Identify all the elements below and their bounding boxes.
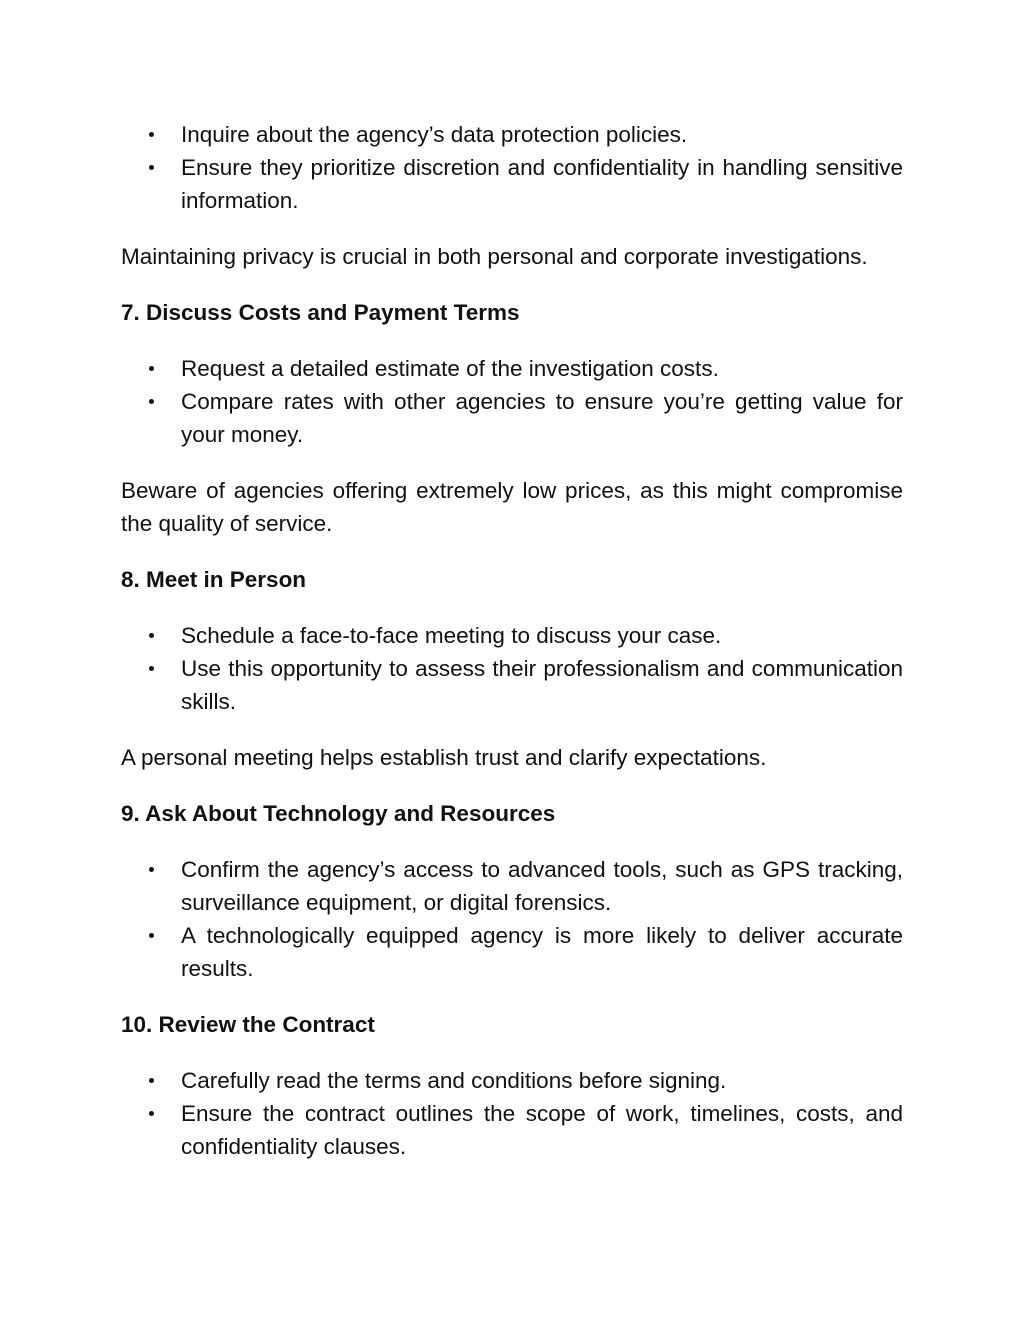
intro-list (121, 118, 903, 217)
section-meet-note: A personal meeting helps establish trust and clarify expectations. (121, 745, 767, 770)
document-page (121, 118, 903, 1163)
section-heading-costs: 7. Discuss Costs and Payment Terms (121, 300, 520, 325)
list-item (121, 385, 903, 451)
bullet-icon (149, 1078, 154, 1083)
list-item-text: Request a detailed estimate of the investigation costs. (181, 356, 719, 381)
section-meet-list (121, 619, 903, 718)
list-item (121, 853, 903, 919)
list-item (121, 1097, 903, 1163)
list-item (121, 352, 903, 385)
list-item-text: Compare rates with other agencies to ensure you’re getting value for your money. (181, 389, 903, 447)
bullet-icon (149, 933, 154, 938)
section-costs-list (121, 352, 903, 451)
list-item (121, 151, 903, 217)
section-heading-technology: 9. Ask About Technology and Resources (121, 801, 556, 826)
list-item (121, 1064, 903, 1097)
list-item (121, 118, 903, 151)
list-item (121, 652, 903, 718)
list-item-text: A technologically equipped agency is more likely to deliver accurate results. (181, 923, 903, 981)
list-item-text: Carefully read the terms and conditions before signing. (181, 1068, 727, 1093)
list-item (121, 619, 903, 652)
section-heading-meet: 8. Meet in Person (121, 567, 307, 592)
section-contract-list (121, 1064, 903, 1163)
bullet-icon (149, 1111, 154, 1116)
bullet-icon (149, 867, 154, 872)
list-item-text: Schedule a face-to-face meeting to discuss your case. (181, 623, 722, 648)
list-item-text: Ensure the contract outlines the scope of work, timelines, costs, and confidentiality clauses. (181, 1101, 903, 1159)
section-costs-note: Beware of agencies offering extremely low prices, as this might compromise the quality of service. (121, 478, 903, 536)
bullet-icon (149, 165, 154, 170)
list-item (121, 919, 903, 985)
list-item-text: Confirm the agency’s access to advanced tools, such as GPS tracking, surveillance equipment, or digital forensics. (181, 857, 903, 915)
bullet-icon (149, 366, 154, 371)
section-heading-contract: 10. Review the Contract (121, 1012, 375, 1037)
section-technology-list (121, 853, 903, 985)
list-item-text: Ensure they prioritize discretion and confidentiality in handling sensitive information. (181, 155, 903, 213)
bullet-icon (149, 633, 154, 638)
bullet-icon (149, 132, 154, 137)
bullet-icon (149, 666, 154, 671)
bullet-icon (149, 399, 154, 404)
intro-note: Maintaining privacy is crucial in both personal and corporate investigations. (121, 244, 868, 269)
list-item-text: Inquire about the agency’s data protection policies. (181, 122, 688, 147)
list-item-text: Use this opportunity to assess their professionalism and communication skills. (181, 656, 903, 714)
